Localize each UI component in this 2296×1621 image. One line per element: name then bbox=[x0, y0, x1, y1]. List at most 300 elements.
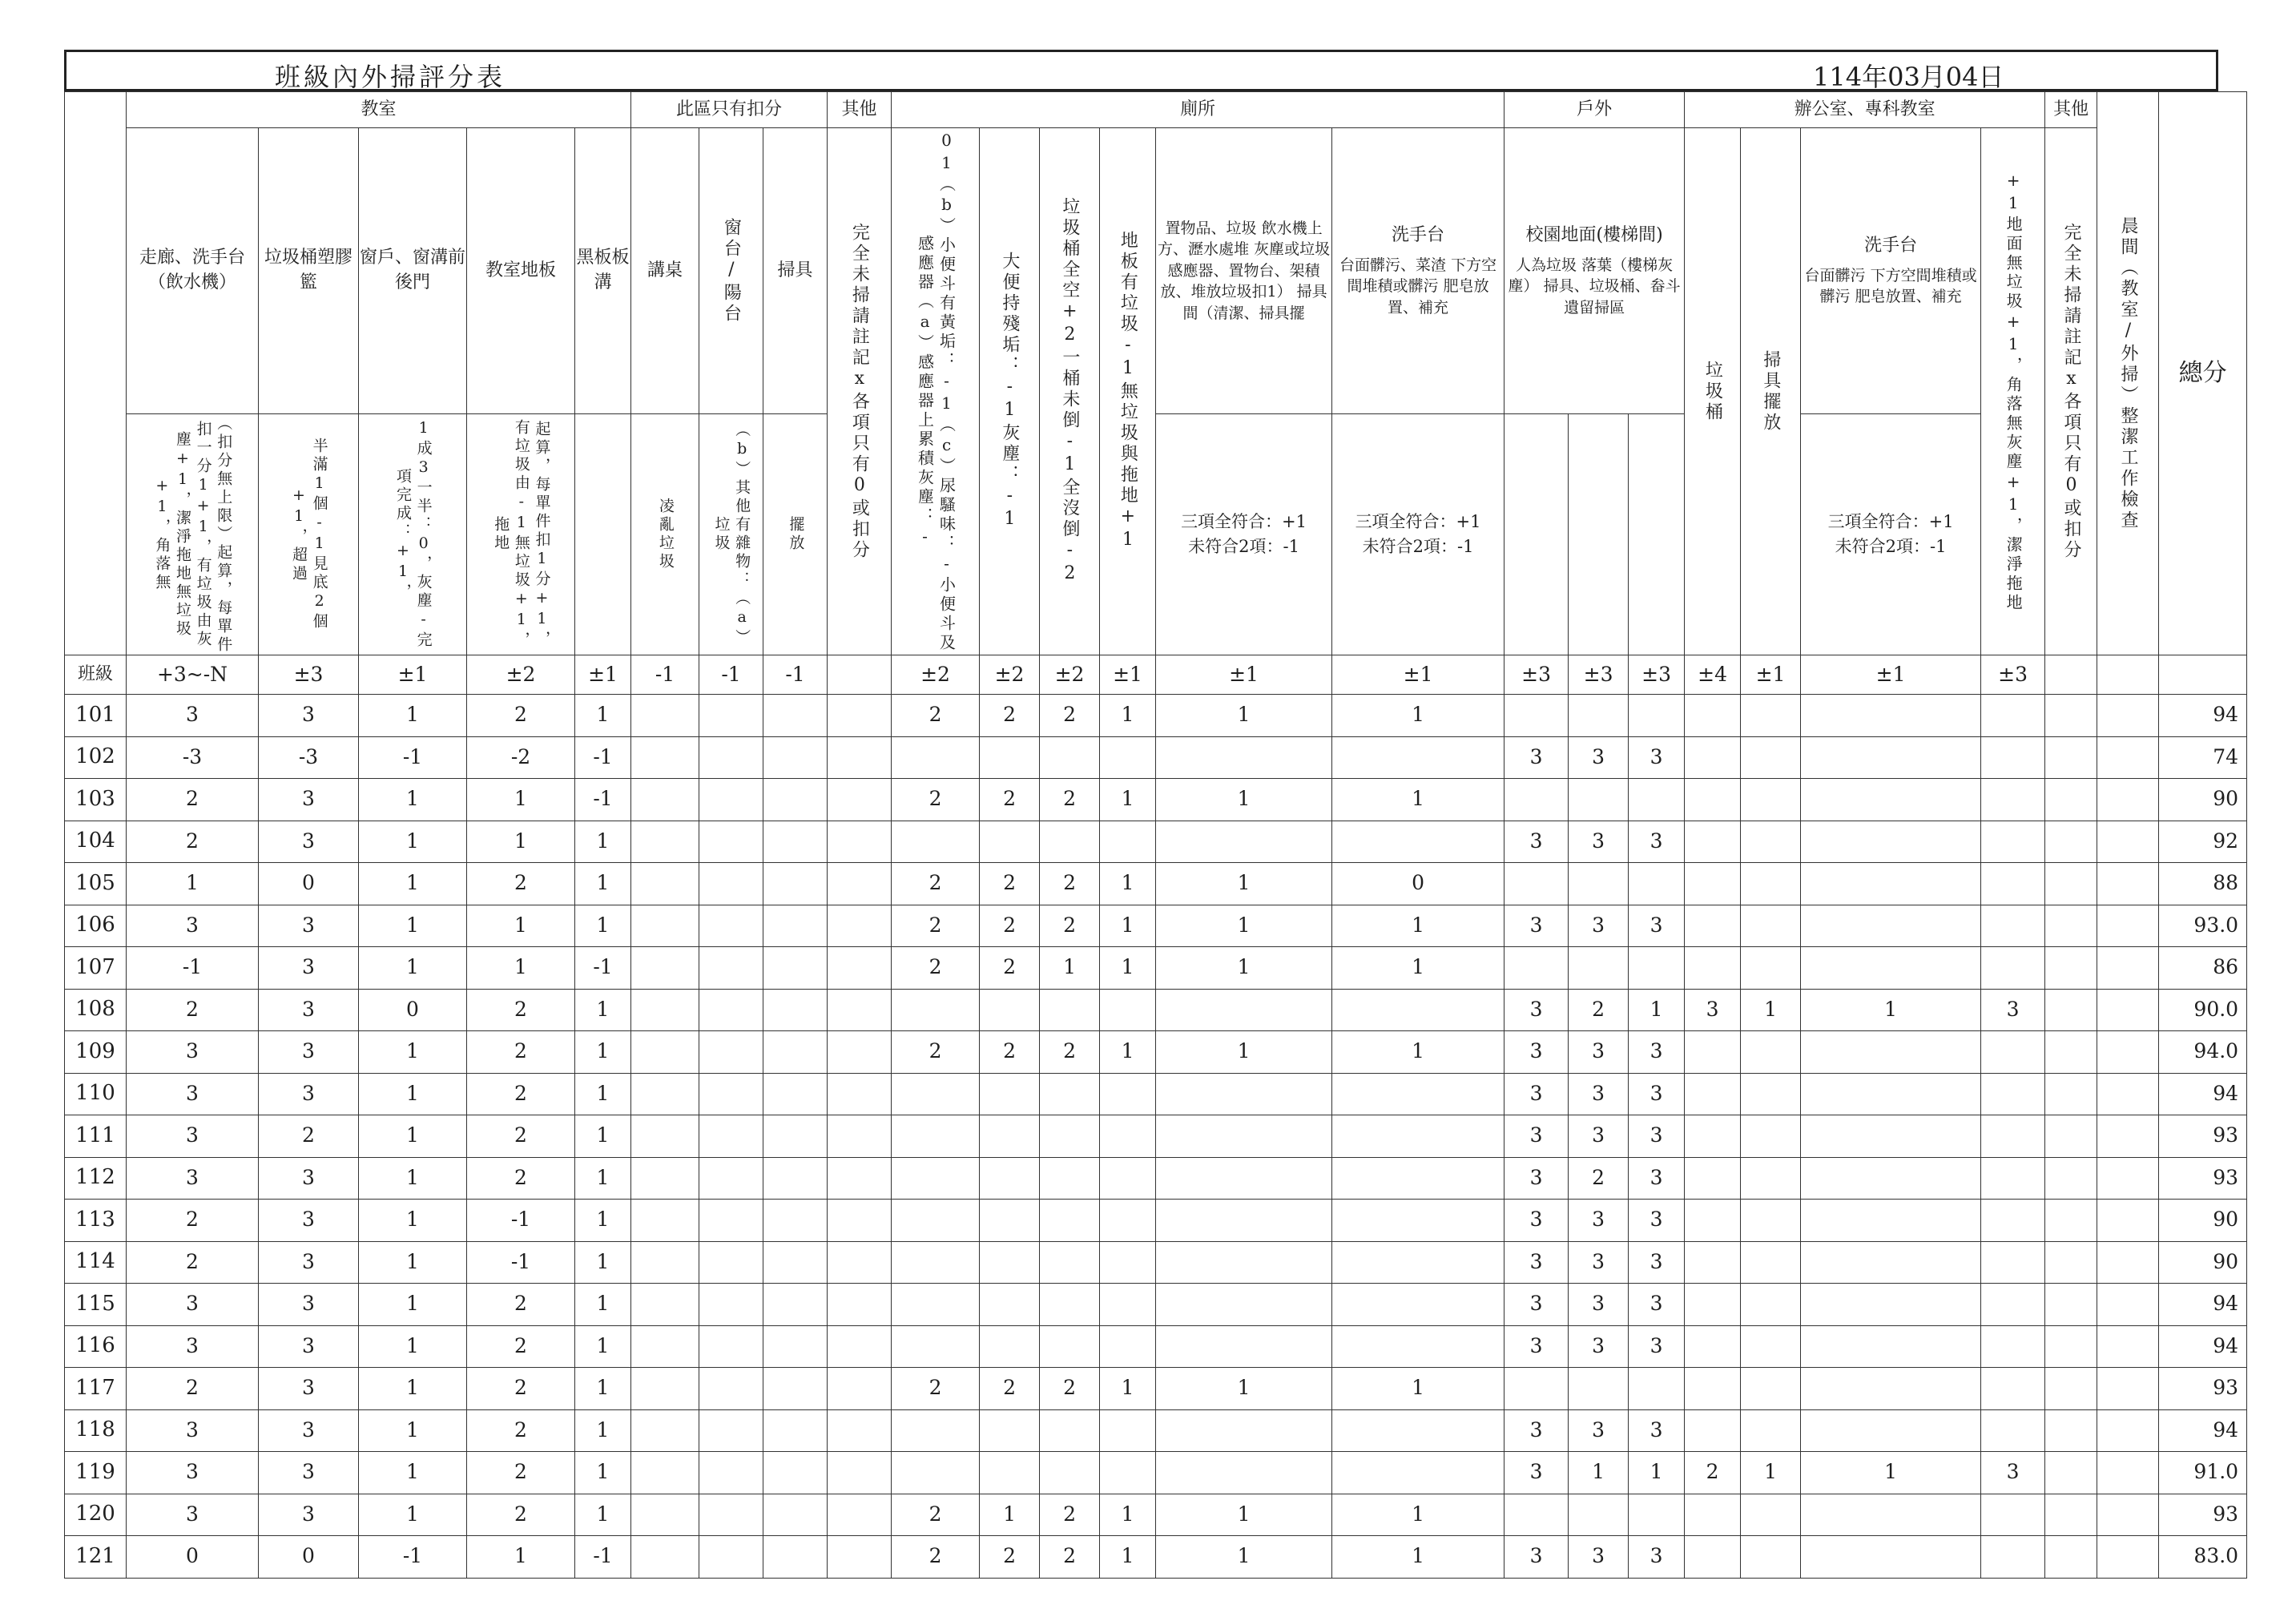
score-cell bbox=[631, 1494, 699, 1536]
rule-toilet-combo: 三項全符合：+1 未符合2項：-1 bbox=[1156, 414, 1332, 655]
score-cell bbox=[1332, 1452, 1504, 1494]
score-cell bbox=[763, 1536, 828, 1579]
score-cell bbox=[699, 695, 763, 737]
score-cell: 1 bbox=[359, 779, 467, 821]
score-cell bbox=[1741, 1157, 1801, 1200]
total-score: 91.0 bbox=[2159, 1452, 2247, 1494]
class-number: 108 bbox=[65, 989, 127, 1031]
score-cell: 2 bbox=[892, 1368, 980, 1410]
score-cell: 3 bbox=[1569, 821, 1629, 863]
score-cell bbox=[2097, 695, 2159, 737]
score-cell bbox=[1156, 1409, 1332, 1452]
score-cell bbox=[1156, 1284, 1332, 1326]
table-row bbox=[65, 1073, 2247, 1115]
rule-outdoor-1 bbox=[1504, 414, 1569, 655]
score-cell: 3 bbox=[1504, 821, 1569, 863]
score-cell: 3 bbox=[1504, 905, 1569, 947]
score-cell bbox=[1801, 1031, 1981, 1074]
score-cell bbox=[980, 1157, 1040, 1200]
office-sink-item-1: 台面髒污 bbox=[1804, 266, 1866, 284]
score-cell bbox=[828, 1157, 892, 1200]
score-cell bbox=[2045, 1200, 2097, 1242]
score-cell: -1 bbox=[467, 1241, 575, 1284]
score-cell bbox=[2045, 736, 2097, 779]
score-cell bbox=[631, 1368, 699, 1410]
score-cell: 3 bbox=[1504, 1536, 1569, 1579]
limit-office-sink: ±1 bbox=[1801, 655, 1981, 695]
score-cell bbox=[1981, 1284, 2045, 1326]
score-cell bbox=[1801, 1284, 1981, 1326]
score-cell: 2 bbox=[127, 1368, 259, 1410]
score-cell bbox=[1801, 1115, 1981, 1158]
score-cell: 1 bbox=[1100, 947, 1156, 990]
score-cell bbox=[1156, 1241, 1332, 1284]
score-cell bbox=[1332, 736, 1504, 779]
score-cell bbox=[2045, 1284, 2097, 1326]
score-cell bbox=[631, 1115, 699, 1158]
score-cell: 2 bbox=[467, 1325, 575, 1368]
score-cell: 0 bbox=[1332, 863, 1504, 905]
score-cell bbox=[980, 1241, 1040, 1284]
limit-podium: -1 bbox=[631, 655, 699, 695]
score-cell: 1 bbox=[575, 1284, 631, 1326]
header-campus-ground bbox=[1504, 128, 1685, 414]
total-score: 94 bbox=[2159, 1284, 2247, 1326]
score-cell: -1 bbox=[359, 736, 467, 779]
class-number: 107 bbox=[65, 947, 127, 990]
score-cell bbox=[1981, 779, 2045, 821]
score-cell bbox=[1629, 695, 1685, 737]
score-cell bbox=[892, 736, 980, 779]
score-cell bbox=[2097, 1452, 2159, 1494]
limit-total bbox=[2159, 655, 2247, 695]
score-cell: 1 bbox=[575, 1325, 631, 1368]
score-cell bbox=[1040, 989, 1100, 1031]
score-cell bbox=[892, 1325, 980, 1368]
score-cell: 3 bbox=[1569, 1284, 1629, 1326]
score-cell bbox=[828, 863, 892, 905]
score-cell bbox=[1156, 1157, 1332, 1200]
score-cell bbox=[1801, 1536, 1981, 1579]
class-number: 106 bbox=[65, 905, 127, 947]
score-cell bbox=[892, 1200, 980, 1242]
score-cell: 2 bbox=[892, 779, 980, 821]
score-cell: 2 bbox=[892, 1536, 980, 1579]
score-cell bbox=[631, 1325, 699, 1368]
score-cell bbox=[1685, 1157, 1741, 1200]
score-cell: 3 bbox=[127, 1284, 259, 1326]
score-cell: 1 bbox=[1332, 1494, 1504, 1536]
score-cell bbox=[2045, 1536, 2097, 1579]
score-cell: 1 bbox=[575, 695, 631, 737]
score-cell: 2 bbox=[127, 1241, 259, 1284]
score-cell bbox=[892, 1115, 980, 1158]
table-row bbox=[65, 1157, 2247, 1200]
score-cell bbox=[1981, 1536, 2045, 1579]
score-cell: 1 bbox=[1100, 779, 1156, 821]
score-cell bbox=[2097, 1536, 2159, 1579]
score-cell: -1 bbox=[575, 779, 631, 821]
table-row bbox=[65, 1452, 2247, 1494]
score-cell bbox=[828, 779, 892, 821]
total-score: 83.0 bbox=[2159, 1536, 2247, 1579]
score-cell: 1 bbox=[575, 1200, 631, 1242]
score-cell: -1 bbox=[575, 736, 631, 779]
score-cell: 3 bbox=[259, 989, 359, 1031]
score-cell: 1 bbox=[1741, 1452, 1801, 1494]
header-classroom-floor: 教室地板 bbox=[467, 128, 575, 414]
score-cell bbox=[1801, 1200, 1981, 1242]
score-cell: 1 bbox=[1801, 989, 1981, 1031]
score-cell: 1 bbox=[1156, 1368, 1332, 1410]
header-toilet-stain: 大便持殘垢：-1灰塵：-1 bbox=[980, 128, 1040, 655]
score-cell bbox=[2045, 1031, 2097, 1074]
category-other-1: 其他 bbox=[828, 92, 892, 128]
score-cell bbox=[2097, 821, 2159, 863]
score-cell bbox=[2045, 1157, 2097, 1200]
score-cell: 3 bbox=[1504, 1157, 1569, 1200]
score-cell: 2 bbox=[980, 1536, 1040, 1579]
score-cell bbox=[1981, 1494, 2045, 1536]
score-cell bbox=[763, 1073, 828, 1115]
limit-outdoor-3: ±3 bbox=[1629, 655, 1685, 695]
toilet-misc-text-c: 灰塵或垃圾 bbox=[1254, 240, 1331, 259]
score-cell bbox=[1569, 863, 1629, 905]
score-cell bbox=[1100, 1073, 1156, 1115]
header-blackboard: 黑板板溝 bbox=[575, 128, 631, 414]
score-cell bbox=[699, 1536, 763, 1579]
score-cell bbox=[699, 1031, 763, 1074]
score-cell bbox=[1629, 1494, 1685, 1536]
toilet-misc-text-d: 感應器、置物台、架積 bbox=[1167, 261, 1320, 280]
score-cell bbox=[1504, 947, 1569, 990]
score-cell: 1 bbox=[575, 1157, 631, 1200]
score-cell bbox=[980, 821, 1040, 863]
score-cell bbox=[1156, 736, 1332, 779]
header-corridor: 走廊、洗手台（飲水機） bbox=[127, 128, 259, 414]
score-cell bbox=[892, 1409, 980, 1452]
score-cell: 3 bbox=[259, 1157, 359, 1200]
score-cell bbox=[1741, 1241, 1801, 1284]
score-cell: 2 bbox=[467, 1157, 575, 1200]
header-urinal: 01（b）小便斗有黃垢：-1（c）尿騷味：-小便斗及感應器（a）感應器上累積灰塵：- bbox=[892, 128, 980, 655]
score-cell bbox=[1981, 1157, 2045, 1200]
score-cell bbox=[828, 1536, 892, 1579]
score-cell: 2 bbox=[467, 863, 575, 905]
score-cell: 3 bbox=[259, 821, 359, 863]
score-cell: 3 bbox=[1504, 1073, 1569, 1115]
limit-office-tools: ±1 bbox=[1741, 655, 1801, 695]
score-cell: 3 bbox=[1504, 989, 1569, 1031]
score-cell bbox=[1981, 1409, 2045, 1452]
score-cell: 1 bbox=[575, 1409, 631, 1452]
score-cell bbox=[828, 1031, 892, 1074]
score-cell bbox=[631, 1452, 699, 1494]
score-cell: 3 bbox=[1629, 1157, 1685, 1200]
score-cell bbox=[1801, 821, 1981, 863]
score-cell bbox=[1685, 947, 1741, 990]
score-cell: 3 bbox=[1629, 1073, 1685, 1115]
score-cell: 1 bbox=[575, 1031, 631, 1074]
table-row bbox=[65, 1115, 2247, 1158]
score-cell bbox=[1685, 1368, 1741, 1410]
office-sink-item-3: 肥皂放置、補充 bbox=[1855, 288, 1962, 306]
limit-toilet-trash: ±2 bbox=[1040, 655, 1100, 695]
table-row bbox=[65, 1409, 2247, 1452]
score-cell bbox=[2097, 947, 2159, 990]
score-cell bbox=[892, 1073, 980, 1115]
score-cell bbox=[631, 695, 699, 737]
header-office-tools: 掃具擺放 bbox=[1741, 128, 1801, 655]
score-cell: 1 bbox=[575, 989, 631, 1031]
score-cell: 1 bbox=[359, 1200, 467, 1242]
score-cell bbox=[2097, 1409, 2159, 1452]
score-cell bbox=[1504, 779, 1569, 821]
score-cell bbox=[1801, 1409, 1981, 1452]
score-cell: 1 bbox=[359, 1241, 467, 1284]
rule-cleaning-tools: 擺放 bbox=[763, 414, 828, 655]
score-cell: 1 bbox=[575, 1368, 631, 1410]
score-cell bbox=[1569, 1494, 1629, 1536]
score-cell: 2 bbox=[467, 1368, 575, 1410]
score-cell: 3 bbox=[1629, 1241, 1685, 1284]
category-other-2: 其他 bbox=[2045, 92, 2097, 128]
score-cell bbox=[1741, 863, 1801, 905]
limit-toilet-sink: ±1 bbox=[1332, 655, 1504, 695]
score-cell: 2 bbox=[1040, 1368, 1100, 1410]
score-cell: 1 bbox=[467, 947, 575, 990]
score-cell bbox=[980, 1200, 1040, 1242]
score-cell bbox=[1504, 1368, 1569, 1410]
total-score: 93 bbox=[2159, 1157, 2247, 1200]
score-cell: 3 bbox=[1629, 1325, 1685, 1368]
score-cell: 2 bbox=[980, 947, 1040, 990]
score-cell bbox=[763, 905, 828, 947]
score-cell bbox=[1156, 1115, 1332, 1158]
total-score: 94 bbox=[2159, 695, 2247, 737]
score-cell: 1 bbox=[359, 947, 467, 990]
score-cell: 3 bbox=[259, 695, 359, 737]
score-cell: 3 bbox=[259, 1200, 359, 1242]
table-row bbox=[65, 1536, 2247, 1579]
score-cell bbox=[1981, 1115, 2045, 1158]
score-cell: 1 bbox=[1100, 863, 1156, 905]
score-cell bbox=[2045, 779, 2097, 821]
score-cell: -1 bbox=[127, 947, 259, 990]
score-cell bbox=[1040, 1325, 1100, 1368]
score-cell: 3 bbox=[127, 1452, 259, 1494]
score-cell bbox=[1741, 1073, 1801, 1115]
limit-office-floor: ±3 bbox=[1981, 655, 2045, 695]
header-office-sink bbox=[1801, 128, 1981, 414]
rule-window-sill: （b）其他有雜物：（a）垃圾 bbox=[699, 414, 763, 655]
score-cell: 3 bbox=[1629, 736, 1685, 779]
score-cell: 2 bbox=[1040, 863, 1100, 905]
category-classroom: 教室 bbox=[127, 92, 631, 128]
score-cell: 3 bbox=[259, 1368, 359, 1410]
class-number: 112 bbox=[65, 1157, 127, 1200]
score-cell bbox=[1685, 1494, 1741, 1536]
total-score: 90 bbox=[2159, 1200, 2247, 1242]
score-cell: 2 bbox=[1040, 695, 1100, 737]
toilet-misc-text-a: 置物品、垃圾 bbox=[1165, 219, 1257, 237]
score-cell: 1 bbox=[1156, 863, 1332, 905]
table-row bbox=[65, 905, 2247, 947]
rule-classroom-floor: 起算，每單件扣1分+1，有垃圾由-1無垃圾+1，拖地 bbox=[467, 414, 575, 655]
score-cell bbox=[1981, 736, 2045, 779]
table-row bbox=[65, 1368, 2247, 1410]
category-outdoor: 戶外 bbox=[1504, 92, 1685, 128]
score-cell bbox=[1741, 821, 1801, 863]
score-cell bbox=[1981, 947, 2045, 990]
score-cell bbox=[1040, 821, 1100, 863]
score-cell bbox=[763, 863, 828, 905]
campus-ground-title: 校園地面(樓梯間) bbox=[1525, 224, 1663, 245]
score-cell bbox=[699, 1368, 763, 1410]
score-cell: 2 bbox=[467, 1073, 575, 1115]
score-cell: 3 bbox=[127, 1031, 259, 1074]
score-cell bbox=[699, 1494, 763, 1536]
class-number: 120 bbox=[65, 1494, 127, 1536]
table-row bbox=[65, 1200, 2247, 1242]
score-cell: 1 bbox=[1156, 695, 1332, 737]
score-cell bbox=[1629, 947, 1685, 990]
score-cell bbox=[1100, 1241, 1156, 1284]
score-cell bbox=[1981, 1325, 2045, 1368]
score-cell: 1 bbox=[1569, 1452, 1629, 1494]
score-cell: -1 bbox=[467, 1200, 575, 1242]
score-cell: 0 bbox=[259, 1536, 359, 1579]
total-score: 93 bbox=[2159, 1115, 2247, 1158]
score-cell bbox=[763, 1031, 828, 1074]
limit-outdoor-2: ±3 bbox=[1569, 655, 1629, 695]
score-cell bbox=[2097, 1494, 2159, 1536]
toilet-sink-title: 洗手台 bbox=[1392, 224, 1445, 245]
score-cell bbox=[1801, 1157, 1981, 1200]
score-cell: 1 bbox=[359, 1325, 467, 1368]
limit-corridor: +3~-N bbox=[127, 655, 259, 695]
score-cell bbox=[1801, 863, 1981, 905]
category-deduct-only: 此區只有扣分 bbox=[631, 92, 828, 128]
score-cell: 2 bbox=[892, 863, 980, 905]
score-cell: 3 bbox=[1569, 1115, 1629, 1158]
score-cell bbox=[699, 1200, 763, 1242]
limit-window-sill: -1 bbox=[699, 655, 763, 695]
score-cell: -2 bbox=[467, 736, 575, 779]
score-cell: 3 bbox=[1569, 736, 1629, 779]
score-cell bbox=[1741, 1115, 1801, 1158]
score-cell: 0 bbox=[359, 989, 467, 1031]
header-total: 總分 bbox=[2159, 92, 2247, 655]
total-score: 86 bbox=[2159, 947, 2247, 990]
table-row bbox=[65, 821, 2247, 863]
score-cell bbox=[2097, 1200, 2159, 1242]
score-cell bbox=[1685, 1031, 1741, 1074]
score-cell bbox=[1741, 1031, 1801, 1074]
score-cell: 1 bbox=[980, 1494, 1040, 1536]
score-cell bbox=[1569, 779, 1629, 821]
score-cell: 1 bbox=[1040, 947, 1100, 990]
limit-trash-bin: ±3 bbox=[259, 655, 359, 695]
score-cell bbox=[980, 1284, 1040, 1326]
score-cell: 3 bbox=[1569, 1200, 1629, 1242]
score-cell: 3 bbox=[127, 1073, 259, 1115]
total-score: 90 bbox=[2159, 779, 2247, 821]
category-toilet: 廁所 bbox=[892, 92, 1504, 128]
campus-item-3: 掃具、垃圾桶、畚斗遺留掃區 bbox=[1543, 277, 1681, 317]
rule-podium: 凌亂垃圾 bbox=[631, 414, 699, 655]
score-cell bbox=[2045, 1241, 2097, 1284]
score-cell bbox=[1801, 1368, 1981, 1410]
limit-cleaning-tools: -1 bbox=[763, 655, 828, 695]
score-cell bbox=[763, 1115, 828, 1158]
score-cell: 2 bbox=[467, 1115, 575, 1158]
score-cell bbox=[1156, 1325, 1332, 1368]
limit-windows: ±1 bbox=[359, 655, 467, 695]
score-cell bbox=[1981, 863, 2045, 905]
score-cell bbox=[1685, 821, 1741, 863]
score-cell: 2 bbox=[1569, 989, 1629, 1031]
table-row bbox=[65, 1325, 2247, 1368]
score-cell bbox=[2097, 1368, 2159, 1410]
score-cell: 2 bbox=[467, 989, 575, 1031]
total-score: 93 bbox=[2159, 1368, 2247, 1410]
score-cell bbox=[980, 736, 1040, 779]
score-cell bbox=[828, 989, 892, 1031]
score-cell bbox=[1040, 736, 1100, 779]
class-number: 116 bbox=[65, 1325, 127, 1368]
score-cell: 2 bbox=[1685, 1452, 1741, 1494]
score-cell: 3 bbox=[259, 1494, 359, 1536]
score-cell: 3 bbox=[127, 1409, 259, 1452]
score-cell bbox=[828, 821, 892, 863]
score-cell bbox=[1741, 1536, 1801, 1579]
rule-trash-bin: 半滿1個-1見底2個+1，超過 bbox=[259, 414, 359, 655]
header-office-floor: +1地面無垃圾+1，角落無灰塵+1，潔淨拖地 bbox=[1981, 128, 2045, 655]
score-cell bbox=[763, 1368, 828, 1410]
header-toilet-trash: 垃圾桶全空+2一桶未倒-1全沒倒-2 bbox=[1040, 128, 1100, 655]
score-cell: 3 bbox=[1504, 1200, 1569, 1242]
score-cell bbox=[763, 821, 828, 863]
rule-office-combo: 三項全符合：+1 未符合2項：-1 bbox=[1801, 414, 1981, 655]
table-row bbox=[65, 736, 2247, 779]
score-cell bbox=[828, 1115, 892, 1158]
limit-other-2 bbox=[2045, 655, 2097, 695]
office-sink-item-2: 下方空間堆積或髒污 bbox=[1819, 266, 1977, 306]
score-cell bbox=[1040, 1157, 1100, 1200]
toilet-misc-text-b: 飲水機上方、瀝水處堆 bbox=[1158, 219, 1323, 259]
score-cell bbox=[2045, 1115, 2097, 1158]
score-cell: 3 bbox=[1629, 821, 1685, 863]
score-cell: 2 bbox=[1040, 1494, 1100, 1536]
score-cell: 3 bbox=[259, 1409, 359, 1452]
score-cell bbox=[1040, 1073, 1100, 1115]
score-cell: 1 bbox=[1100, 1536, 1156, 1579]
score-cell: 3 bbox=[1629, 1115, 1685, 1158]
score-cell bbox=[2045, 947, 2097, 990]
score-cell bbox=[1741, 1368, 1801, 1410]
header-cleaning-tools: 掃具 bbox=[763, 128, 828, 414]
score-cell bbox=[763, 989, 828, 1031]
table-row bbox=[65, 989, 2247, 1031]
score-cell: 1 bbox=[1332, 905, 1504, 947]
class-number: 117 bbox=[65, 1368, 127, 1410]
score-cell bbox=[1156, 821, 1332, 863]
header-podium: 講桌 bbox=[631, 128, 699, 414]
score-cell bbox=[631, 779, 699, 821]
score-cell bbox=[1801, 779, 1981, 821]
score-cell bbox=[763, 1494, 828, 1536]
